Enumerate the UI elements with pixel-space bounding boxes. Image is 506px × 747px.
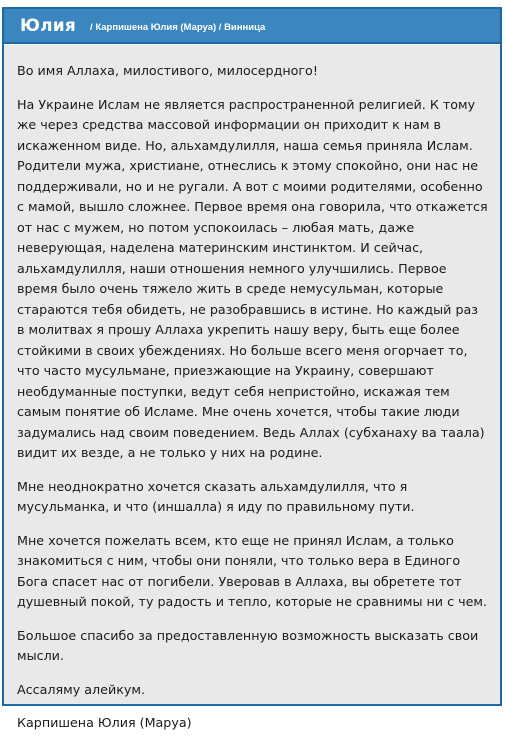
panel-body <box>4 44 500 730</box>
farewell-paragraph: Ассаляму алейкум. <box>17 681 145 697</box>
article-text <box>17 61 489 747</box>
signature: Карпишена Юлия (Маруа) <box>17 715 192 730</box>
gratitude-paragraph: Мне неоднократно хочется сказать альхамдулилля, что я мусульманка, и что (иншалла) я иду по правильному пути. <box>17 478 415 514</box>
article-panel <box>2 7 502 730</box>
panel-header <box>4 9 500 44</box>
story-paragraph: На Украине Ислам не является распространенной религией. К тому же через средства массовой информации он приходит к нам в искаженном виде. Но, альхамдулилля, наша семья приняла Ислам. Родители мужа, христиане, отнеслись к этому спокойно, они нас не поддерживали, но и не ругали. А вот с моими родителями, особенно с мамой, вышло сложнее. Первое время она говорила, что откажется от нас с мужем, но потом успокоилась – любая мать, даже неверующая, наделена материнским инстинктом. И сейчас, альхамдулилля, наши отношения немного улучшились. Первое время было очень тяжело жить в среде немусульман, которые стараются тебя обидеть, не разобравшись в истине. Но каждый раз в молитвах я прошу Аллаха укрепить нашу веру, быть еще более стойкими в своих убеждениях. Но больше всего меня огорчает то, что часто мусульмане, приезжающие на Украину, совершают необдуманные поступки, ведут себя непристойно, искажая тем самым понятие об Исламе. Мне очень хочется, чтобы такие люди задумались над своим поведением. Ведь Аллах (субханаху ва таала) видит их везде, а не только у них на родине. <box>17 96 488 460</box>
author-breadcrumb: / Карпишена Юлия (Маруа) / Винница <box>90 21 266 33</box>
greeting-paragraph: Во имя Аллаха, милостивого, милосердного! <box>17 63 318 78</box>
wish-paragraph: Мне хочется пожелать всем, кто еще не принял Ислам, а только знакомиться с ним, чтобы они поняли, что только вера в Единого Бога спасет нас от погибели. Уверовав в Аллаха, вы обретете тот душевный покой, ту радость и тепло, которые не сравнимы ни с чем. <box>17 532 487 609</box>
thanks-paragraph: Большое спасибо за предоставленную возможность высказать свои мысли. <box>17 627 479 663</box>
author-name: Юлия <box>20 15 77 36</box>
